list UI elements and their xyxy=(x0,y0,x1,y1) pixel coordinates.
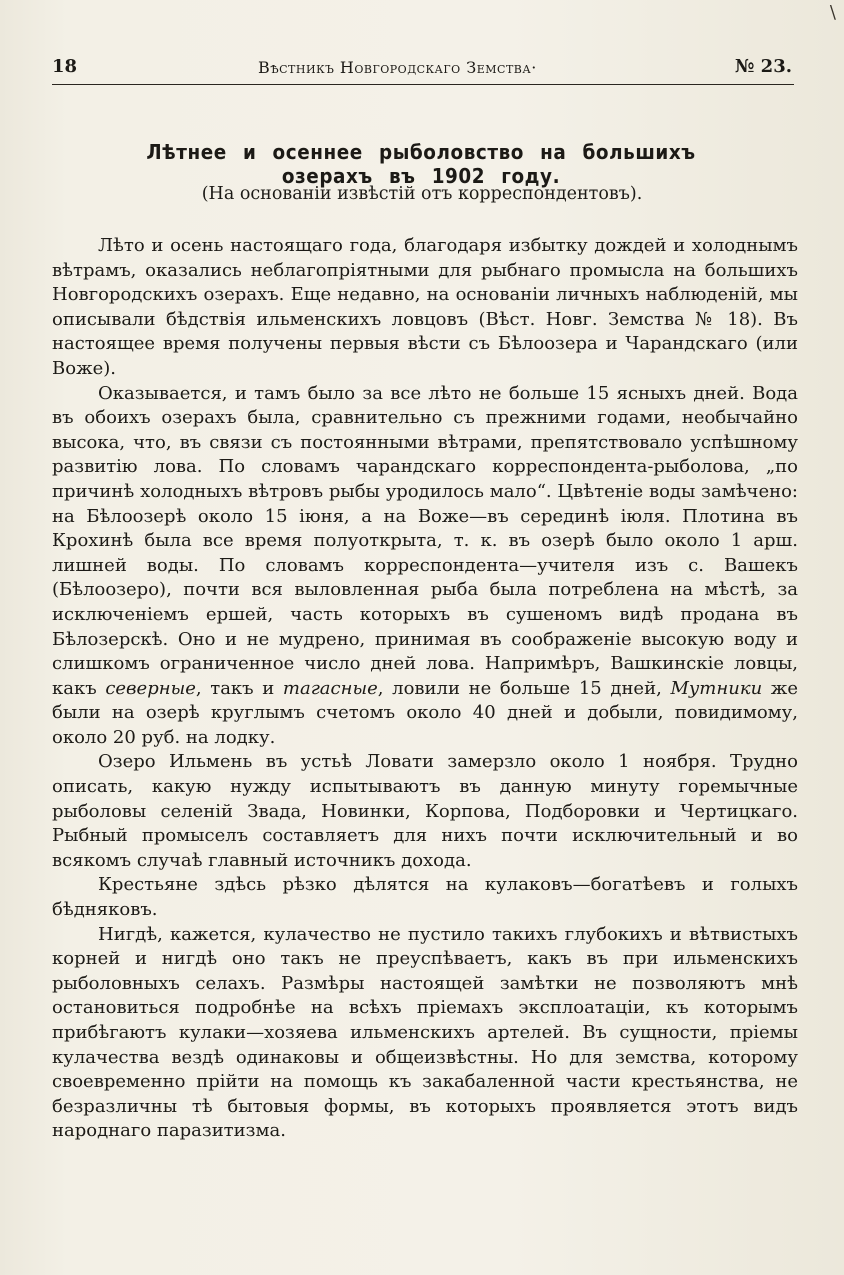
paragraph-text: , ловили не больше 15 дней, xyxy=(377,677,671,699)
issue-number: № 23. xyxy=(734,56,792,77)
paragraph-text: , такъ и xyxy=(195,677,283,699)
paragraph xyxy=(52,923,798,1144)
paragraph-text: же были на озерѣ круглымъ счетомъ около 40 дней и добыли, повидимому, около 20 руб. на лодку. xyxy=(52,677,799,748)
page-number: 18 xyxy=(52,56,78,77)
paragraph-text: Лѣто и осень настоящаго года, благодаря избытку дождей и холоднымъ вѣтрамъ, оказались неблагопріятными для рыбнаго промысла на большихъ Новгородскихъ озерахъ. Еще недавно, на основаніи личныхъ наблюденій, мы описывали бѣдствія ильменскихъ ловцовъ (Вѣст. Новг. Земства № 18). Въ настоящее время получены первыя вѣсти съ Бѣлоозера и Чарандскаго (или Воже). xyxy=(52,235,798,379)
paragraph-text: Озеро Ильмень въ устьѣ Ловати замерзло около 1 ноября. Трудно описать, какую нужду испытываютъ въ данную минуту горемычные рыболовы селеній Звада, Новинки, Корпова, Подборовки и Чертицкаго. Рыбный промыселъ составляетъ для нихъ почти исключительный и во всякомъ случаѣ главный источникъ дохода. xyxy=(52,751,798,871)
italic-term: Мутники xyxy=(670,677,763,699)
paragraph xyxy=(52,750,798,873)
italic-term: северные xyxy=(105,677,196,699)
paragraph xyxy=(52,234,798,382)
article-body xyxy=(52,234,798,1144)
edge-mark: \ xyxy=(829,2,836,23)
article-title: Лѣтнее и осеннее рыболовство на большихъ озерахъ въ 1902 году. xyxy=(146,140,696,188)
paragraph xyxy=(52,382,798,751)
paragraph-text: Оказывается, и тамъ было за все лѣто не больше 15 ясныхъ дней. Вода въ обоихъ озерахъ была, сравнительно съ прежними годами, необычайно высока, что, въ связи съ постоянными вѣтрами, препятствовало успѣшному развитію лова. По словамъ чарандскаго корреспондента-рыболова, „по причинѣ холодныхъ вѣтровъ рыбы уродилось мало“. Цвѣтеніе воды замѣчено: на Бѣлоозерѣ около 15 іюня, а на Воже—въ серединѣ іюля. Плотина въ Крохинѣ была все время полуоткрыта, т. к. въ озерѣ было около 1 арш. лишней воды. По словамъ корреспондента—учителя изъ с. Вашекъ (Бѣлоозеро), почти вся выловленная рыба была потреблена на мѣстѣ, за исключеніемъ ершей, часть которыхъ въ сушеномъ видѣ продана въ Бѣлозерскѣ. Оно и не мудрено, принимая въ соображеніе высокую воду и слишкомъ ограниченное число дней лова. Напримѣръ, Вашкинскіе ловцы, какъ xyxy=(52,382,798,699)
journal-title: Вѣстникъ Новгородскаго Земства· xyxy=(258,58,537,77)
paragraph-text: Крестьяне здѣсь рѣзко дѣлятся на кулаковъ—богатѣевъ и голыхъ бѣдняковъ. xyxy=(52,874,798,921)
paragraph-text: Нигдѣ, кажется, кулачество не пустило такихъ глубокихъ и вѣтвистыхъ корней и нигдѣ оно такъ не преуспѣваетъ, какъ въ при ильменскихъ рыболовныхъ селахъ. Размѣры настоящей замѣтки не позволяютъ мнѣ остановиться подробнѣе на всѣхъ пріемахъ эксплоатаціи, къ которымъ прибѣгаютъ кулаки—хозяева ильменскихъ артелей. Въ сущности, пріемы кулачества вездѣ одинаковы и общеизвѣстны. Но для земства, которому своевременно прійти на помощь къ закабаленной части крестьянства, не безразличны тѣ бытовыя формы, въ которыхъ проявляется этотъ видъ народнаго паразитизма. xyxy=(52,923,798,1142)
paragraph xyxy=(52,873,798,922)
running-head xyxy=(52,56,794,85)
italic-term: тагасные xyxy=(282,677,378,699)
article-subtitle: (На основаніи извѣстій отъ корреспондентовъ). xyxy=(201,184,643,204)
